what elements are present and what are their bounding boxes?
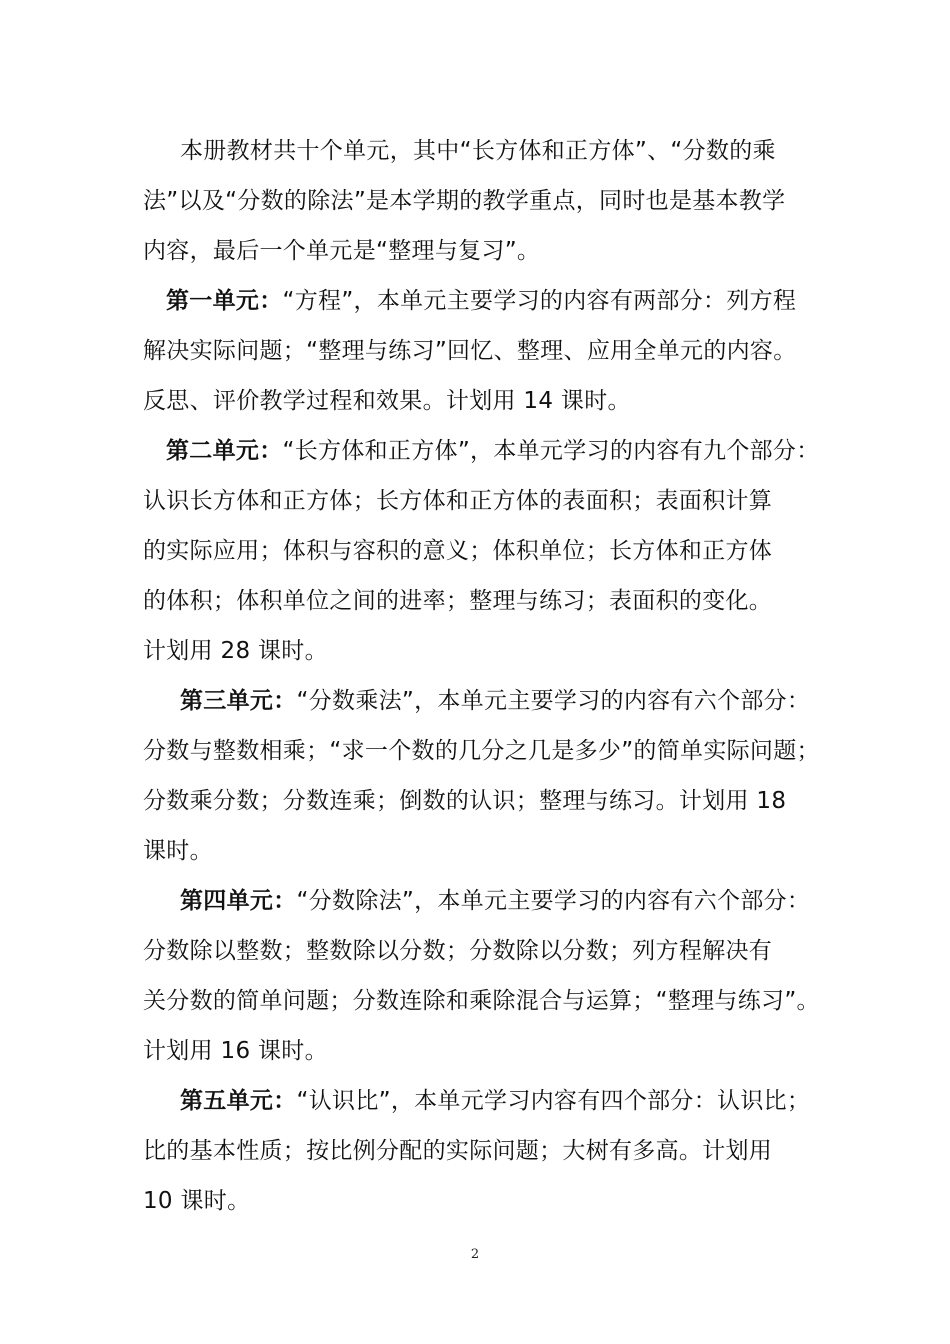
- intro-line-3: 内容，最后一个单元是“整理与复习”。: [143, 238, 541, 264]
- unit3-text-1: “分数乘法”，本单元主要学习的内容有六个部分：: [296, 688, 811, 714]
- unit2-line-5: 计划用 28 课时。: [143, 638, 328, 664]
- unit3-heading: 第三单元：: [180, 688, 297, 714]
- unit1-line-2: 解决实际问题；“整理与练习”回忆、整理、应用全单元的内容。: [143, 338, 797, 364]
- unit5-line-2: 比的基本性质；按比例分配的实际问题；大树有多高。计划用: [143, 1138, 773, 1164]
- unit2-line-3: 的实际应用；体积与容积的意义；体积单位；长方体和正方体: [143, 538, 773, 564]
- unit2-line-2: 认识长方体和正方体；长方体和正方体的表面积；表面积计算: [143, 488, 773, 514]
- page-number: 2: [470, 1247, 480, 1262]
- unit3-line-2: 分数与整数相乘；“求一个数的几分之几是多少”的简单实际问题；: [143, 738, 820, 764]
- unit2-line-1: [166, 436, 820, 466]
- unit1-text-1: “方程”，本单元主要学习的内容有两部分：列方程: [282, 288, 797, 314]
- unit5-line-1: [180, 1086, 810, 1116]
- unit4-line-3: 关分数的简单问题；分数连除和乘除混合与运算；“整理与练习”。: [143, 988, 820, 1014]
- unit2-text-1: “长方体和正方体”，本单元学习的内容有九个部分：: [282, 438, 820, 464]
- unit5-line-3: 10 课时。: [143, 1188, 251, 1214]
- unit5-heading: 第五单元：: [180, 1088, 297, 1114]
- unit5-text-1: “认识比”，本单元学习内容有四个部分：认识比；: [296, 1088, 811, 1114]
- unit4-line-2: 分数除以整数；整数除以分数；分数除以分数；列方程解决有: [143, 938, 773, 964]
- unit2-line-4: 的体积；体积单位之间的进率；整理与练习；表面积的变化。: [143, 588, 773, 614]
- unit4-text-1: “分数除法”，本单元主要学习的内容有六个部分：: [296, 888, 811, 914]
- unit1-line-3: 反思、评价教学过程和效果。计划用 14 课时。: [143, 388, 631, 414]
- unit3-line-1: [180, 686, 810, 716]
- unit4-line-4: 计划用 16 课时。: [143, 1038, 328, 1064]
- unit3-line-3: 分数乘分数；分数连乘；倒数的认识；整理与练习。计划用 18: [143, 788, 787, 814]
- unit1-heading: 第一单元：: [166, 288, 283, 314]
- intro-line-1: 本册教材共十个单元，其中“长方体和正方体”、“分数的乘: [180, 138, 776, 164]
- unit4-line-1: [180, 886, 810, 916]
- unit2-heading: 第二单元：: [166, 438, 283, 464]
- unit4-heading: 第四单元：: [180, 888, 297, 914]
- unit1-line-1: [166, 286, 796, 316]
- unit3-line-4: 课时。: [143, 838, 213, 864]
- intro-line-2: 法”以及“分数的除法”是本学期的教学重点，同时也是基本教学: [143, 188, 786, 214]
